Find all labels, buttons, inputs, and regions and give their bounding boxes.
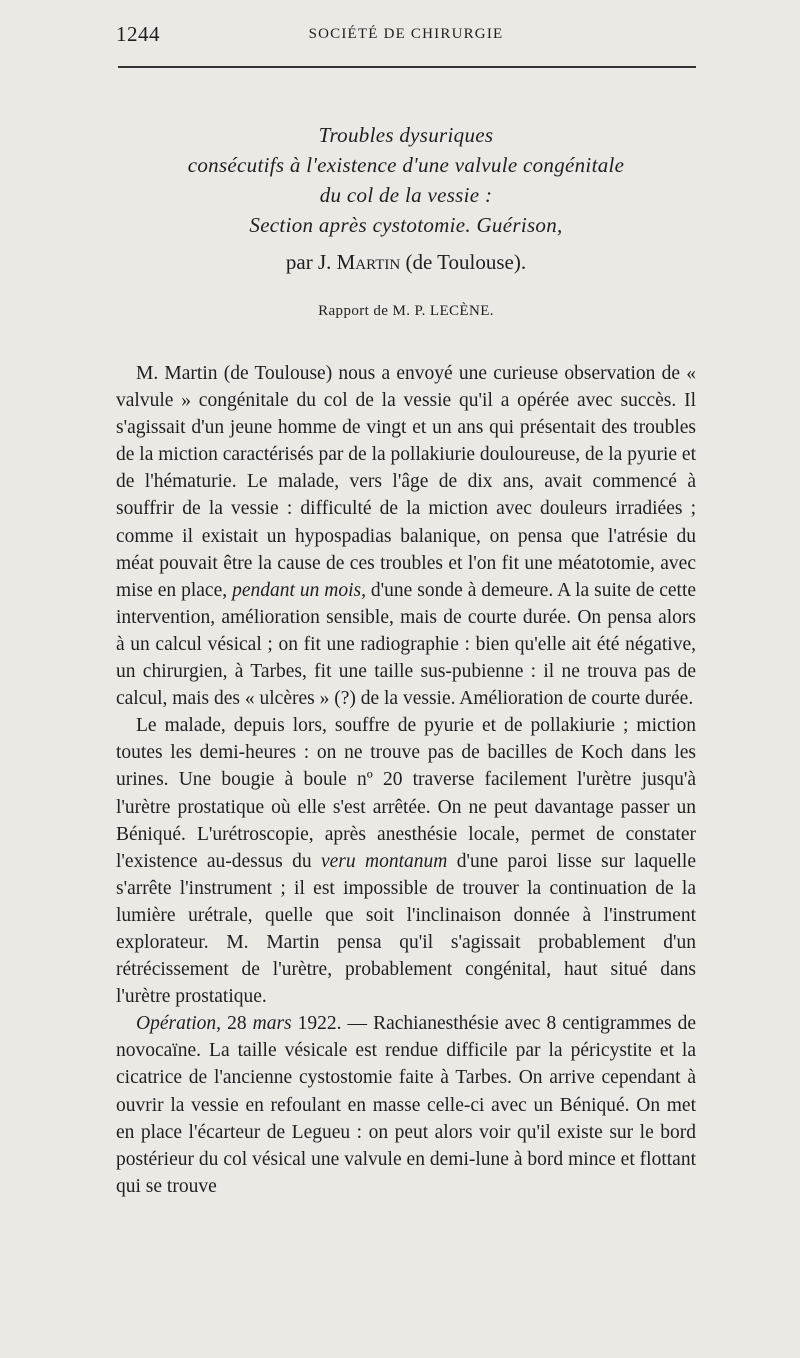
paragraph-2-text-b: d'une paroi lisse sur laquelle s'arrête l'instrument ; il est impossible de trouver la continuation de la lumière urétrale, quelle que soit l'inclinaison donnée à l'instrument explorateur. M. Martin pensa qu'il s'agissait probablement d'un rétrécissement de l'urètre, probablement congénital, haut situé dans l'urètre prostatique. bbox=[116, 850, 696, 1008]
page-number: 1244 bbox=[116, 22, 160, 46]
paragraph-1-text-a: M. Martin (de Toulouse) nous a envoyé une curieuse observation de « valvule » congénitale du col de la vessie qu'il a opérée avec succès. Il s'agissait d'un jeune homme de vingt et un ans qui présentait des troubles de la miction caractérisés par de la pollakiurie douloureuse, de la pyurie et de l'hématurie. Le malade, vers l'âge de dix ans, avait commencé à souffrir de la vessie : difficulté de la miction avec douleurs irradiées ; comme il existait un hypospadias balanique, on pensa que l'atrésie du méat pouvait être la cause de ces troubles et l'on fit une méatotomie, avec mise en place, bbox=[116, 363, 696, 601]
author-name: Martin bbox=[336, 250, 401, 274]
running-head: SOCIÉTÉ DE CHIRURGIE bbox=[308, 26, 504, 42]
paragraph-1-text-b: d'une sonde à demeure. A la suite de cette intervention, amélioration sensible, mais de courte durée. On pensa alors à un calcul vésical ; on fit une radiographie : bien qu'elle ait été négative, un chirurgien, à Tarbes, fit une taille sus-pubienne : il ne trouva pas de calcul, mais des « ulcères » (?) de la vessie. Amélioration de courte durée. bbox=[116, 579, 697, 710]
paragraph-3 bbox=[116, 1010, 696, 1200]
body-text bbox=[116, 360, 696, 1200]
title-line-1: Troubles dysuriques bbox=[318, 123, 494, 147]
paragraph-3-text-b: 1922. — Rachianesthésie avec 8 centigrammes de novocaïne. La taille vésicale est rendue difficile par la péricystite et la cicatrice de l'ancienne cystostomie faite à Tarbes. On arrive cependant à ouvrir la vessie en refoulant en masse celle-ci avec un Béniqué. On met en place l'écarteur de Legueu : on peut alors voir qu'il existe sur le bord postérieur du col vésical une valvule en demi-lune à bord mince et flottant qui se trouve bbox=[116, 1013, 697, 1197]
paragraph-2 bbox=[116, 712, 696, 1010]
paragraph-1 bbox=[116, 360, 696, 712]
title-line-3: du col de la vessie : bbox=[319, 183, 493, 207]
byline-prefix: par J. bbox=[285, 250, 332, 274]
title-line-4: Section après cystotomie. Guérison, bbox=[249, 213, 563, 237]
paragraph-1-emphasis: pendant un mois, bbox=[232, 579, 366, 601]
paragraph-3-text-a: 28 bbox=[227, 1013, 247, 1035]
paragraph-3-emphasis-2: mars bbox=[252, 1013, 292, 1035]
byline bbox=[116, 250, 696, 275]
paragraph-2-text-a: Le malade, depuis lors, souffre de pyurie et de pollakiurie ; miction toutes les demi-heures : on ne trouve pas de bacilles de Koch dans les urines. Une bougie à boule nº 20 traverse facilement l'urètre jusqu'à l'urètre prostatique où elle s'est arrêtée. On ne peut davantage passer un Béniqué. L'urétroscopie, après anesthésie locale, permet de constater l'existence au-dessus du bbox=[116, 715, 696, 872]
header-rule bbox=[118, 66, 696, 68]
report-line: Rapport de M. P. LECÈNE. bbox=[318, 303, 494, 319]
page-header bbox=[116, 22, 696, 52]
paragraph-2-emphasis: veru montanum bbox=[320, 850, 448, 872]
title-line-2: consécutifs à l'existence d'une valvule congénitale bbox=[187, 153, 625, 177]
article-title bbox=[116, 120, 696, 240]
author-affiliation: (de Toulouse). bbox=[405, 250, 527, 274]
paragraph-3-emphasis-1: Opération, bbox=[136, 1013, 222, 1035]
